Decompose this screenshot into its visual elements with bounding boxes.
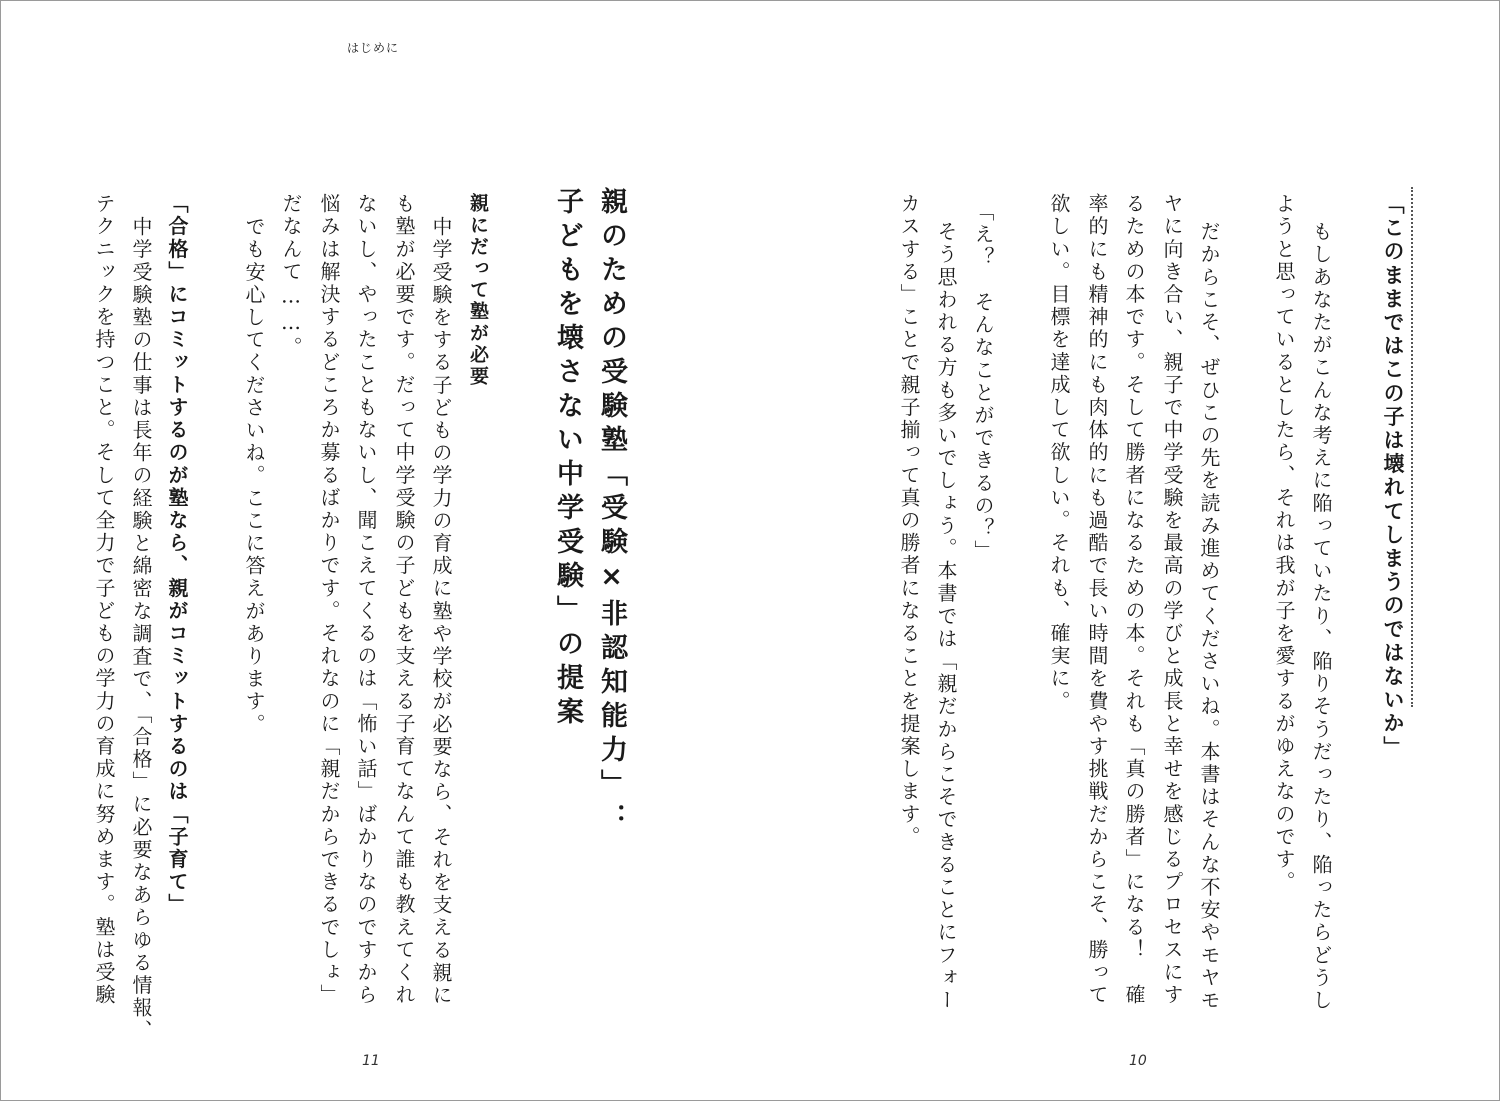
body-column: 率的にも精神的にも肉体的にも過酷で長い時間を費やす挑戦だからこそ、勝って — [1085, 193, 1109, 1007]
body-column: 中学受験をする子どもの学力の育成に塾や学校が必要なら、それを支える親に — [429, 216, 453, 1007]
body-column: ようと思っているとしたら、それは我が子を愛するがゆえなのです。 — [1272, 193, 1296, 894]
callout-dotted-rule — [1411, 187, 1413, 707]
emphasis-text: にコミットするのが塾なら、 — [165, 283, 189, 578]
chapter-heading-line-2: 子どもを壊さない中学受験」の提案 — [552, 187, 583, 731]
body-column: だなんて……。 — [279, 193, 303, 360]
body-column: 「え？ そんなことができるの？」 — [971, 201, 995, 563]
chapter-heading-line-1: 親のための受験塾「受験×非認知能力」： — [596, 187, 627, 837]
running-head: はじめに — [347, 41, 400, 55]
page-number-right: 10 — [1129, 1053, 1147, 1069]
body-column: でも安心してくださいね。ここに答えがあります。 — [242, 216, 266, 736]
body-column: 欲しい。目標を達成して欲しい。それも、確実に。 — [1047, 193, 1071, 713]
body-column: だからこそ、ぜひこの先を読み進めてくださいね。本書はそんな不安やモヤモ — [1197, 221, 1221, 1012]
body-column: 悩みは解決するどころか募るばかりです。それなのに「親だからできるでしょ」 — [317, 193, 341, 1007]
body-column: もしあなたがこんな考えに陥っていたり、陥りそうだったり、陥ったらどうし — [1309, 221, 1333, 1012]
body-column: カスする」ことで親子揃って真の勝者になることを提案します。 — [897, 193, 921, 849]
callout-quote: 「このままではこの子は壊れてしまうのではないか」 — [1381, 193, 1405, 760]
section-subheading: 親にだって塾が必要 — [467, 193, 489, 388]
emphasis-text: 親がコミットするのは — [165, 577, 189, 804]
body-column: そう思われる方も多いでしょう。本書では「親だからこそできることにフォー — [934, 221, 958, 1012]
body-column: テクニックを持つこと。そして全力で子どもの学力の育成に努めます。塾は受験 — [92, 193, 116, 1007]
page-number-left: 11 — [362, 1053, 380, 1069]
body-column: ヤに向き合い、親子で中学受験を最高の学びと成長と幸せを感じるプロセスにす — [1160, 193, 1184, 1007]
body-column: ないし、やったこともないし、聞こえてくるのは「怖い話」ばかりなのですから — [354, 193, 378, 1007]
emphasis-kosodate: 「子育て」 — [165, 803, 189, 917]
body-column: も塾が必要です。だって中学受験の子どもを支える子育てなんて誰も教えてくれ — [392, 193, 416, 1007]
mixed-emphasis-column — [167, 193, 187, 916]
body-column: 中学受験塾の仕事は長年の経験と綿密な調査で、「合格」に必要なあらゆる情報、 — [129, 216, 153, 1043]
emphasis-goukaku: 「合格」 — [165, 193, 189, 284]
body-column: るための本です。そして勝者になるための本。それも「真の勝者」になる！ 確 — [1122, 193, 1146, 1007]
